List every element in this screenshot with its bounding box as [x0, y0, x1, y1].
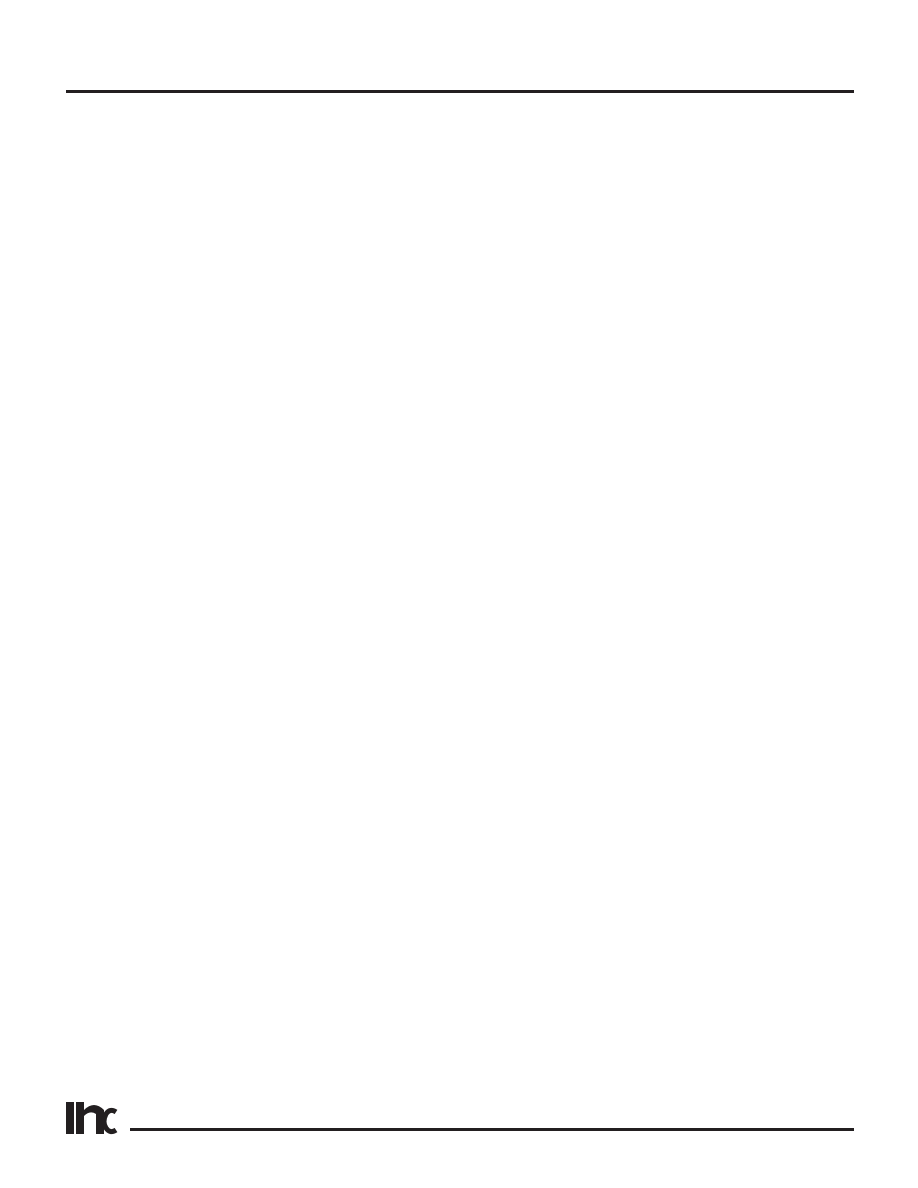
- footer-rule: [130, 1128, 854, 1131]
- nic-logo-icon: [64, 1100, 124, 1136]
